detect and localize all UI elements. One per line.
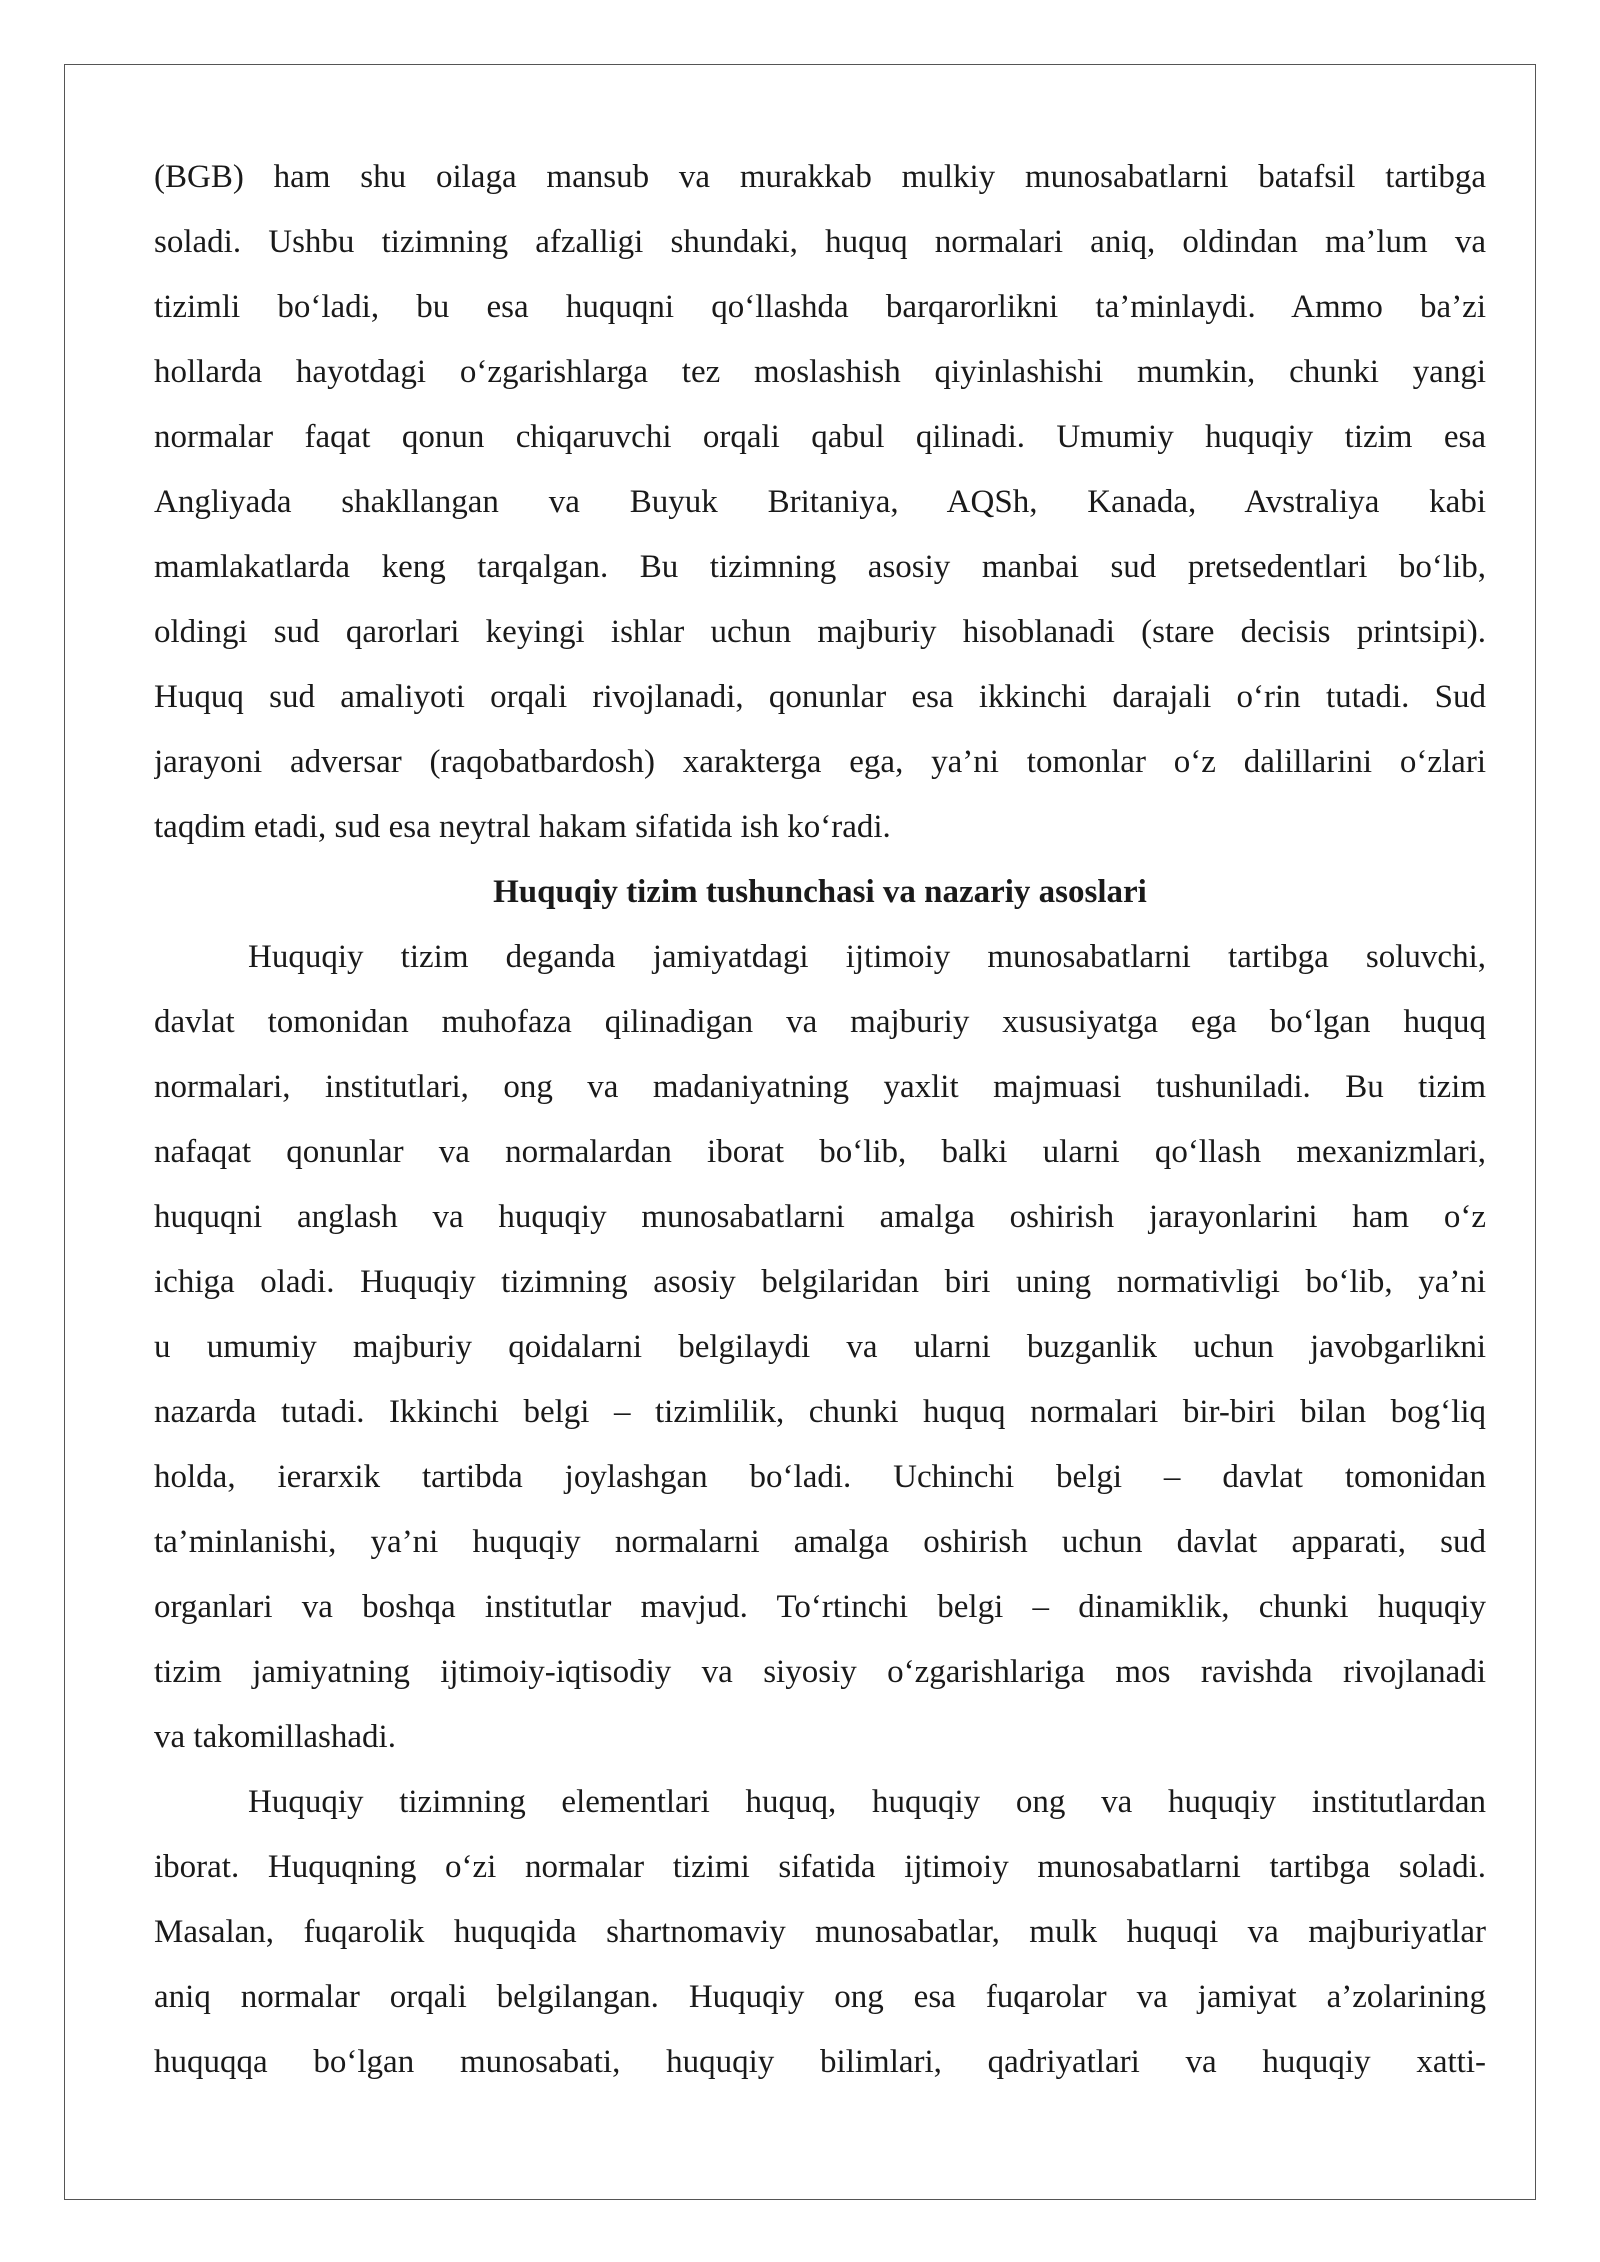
text-line: normalar faqat qonun chiqaruvchi orqali qabul qilinadi. Umumiy huquqiy tizim esa [154,419,1486,455]
text-line: iborat. Huquqning o‘zi normalar tizimi sifatida ijtimoiy munosabatlarni tartibga soladi. [154,1849,1486,1885]
text-line: va takomillashadi. [154,1719,396,1755]
text-line: jarayoni adversar (raqobatbardosh) xarakterga ega, ya’ni tomonlar o‘z dalillarini o‘zlari [154,744,1486,780]
text-line: Masalan, fuqarolik huquqida shartnomaviy munosabatlar, mulk huquqi va majburiyatlar [154,1914,1486,1950]
paragraph-legal-systems-comparison [154,145,1486,860]
text-line: oldingi sud qarorlari keyingi ishlar uchun majburiy hisoblanadi (stare decisis printsipi). [154,614,1486,650]
text-line: Angliyada shakllangan va Buyuk Britaniya, AQSh, Kanada, Avstraliya kabi [154,484,1486,520]
text-line: ichiga oladi. Huquqiy tizimning asosiy belgilaridan biri uning normativligi bo‘lib, ya’ni [154,1264,1486,1300]
text-line: normalari, institutlari, ong va madaniyatning yaxlit majmuasi tushuniladi. Bu tizim [154,1069,1486,1105]
text-line: u umumiy majburiy qoidalarni belgilaydi va ularni buzganlik uchun javobgarlikni [154,1329,1486,1365]
text-line: nazarda tutadi. Ikkinchi belgi – tizimlilik, chunki huquq normalari bir-biri bilan bog‘liq [154,1394,1486,1430]
text-line: nafaqat qonunlar va normalardan iborat bo‘lib, balki ularni qo‘llash mexanizmlari, [154,1134,1486,1170]
section-heading: Huquqiy tizim tushunchasi va nazariy asoslari [493,874,1147,910]
text-line: huquqqa bo‘lgan munosabati, huquqiy bilimlari, qadriyatlari va huquqiy xatti- [154,2044,1486,2080]
text-line: tizim jamiyatning ijtimoiy-iqtisodiy va siyosiy o‘zgarishlariga mos ravishda rivojlanadi [154,1654,1486,1690]
paragraph-legal-system-elements [154,1770,1486,2095]
text-line: taqdim etadi, sud esa neytral hakam sifatida ish ko‘radi. [154,809,891,845]
text-line: ta’minlanishi, ya’ni huquqiy normalarni amalga oshirish uchun davlat apparati, sud [154,1524,1486,1560]
text-line: tizimli bo‘ladi, bu esa huquqni qo‘llashda barqarorlikni ta’minlaydi. Ammo ba’zi [154,289,1486,325]
text-line: davlat tomonidan muhofaza qilinadigan va majburiy xususiyatga ega bo‘lgan huquq [154,1004,1486,1040]
text-line: Huquq sud amaliyoti orqali rivojlanadi, qonunlar esa ikkinchi darajali o‘rin tutadi. Sud [154,679,1486,715]
text-line: holda, ierarxik tartibda joylashgan bo‘ladi. Uchinchi belgi – davlat tomonidan [154,1459,1486,1495]
text-line: mamlakatlarda keng tarqalgan. Bu tizimning asosiy manbai sud pretsedentlari bo‘lib, [154,549,1486,585]
text-line: organlari va boshqa institutlar mavjud. To‘rtinchi belgi – dinamiklik, chunki huquqiy [154,1589,1486,1625]
text-line: soladi. Ushbu tizimning afzalligi shundaki, huquq normalari aniq, oldindan ma’lum va [154,224,1486,260]
text-line: huquqni anglash va huquqiy munosabatlarni amalga oshirish jarayonlarini ham o‘z [154,1199,1486,1235]
document-body [154,145,1486,2095]
text-line: aniq normalar orqali belgilangan. Huquqiy ong esa fuqarolar va jamiyat a’zolarining [154,1979,1486,2015]
text-line: hollarda hayotdagi o‘zgarishlarga tez moslashish qiyinlashishi mumkin, chunki yangi [154,354,1486,390]
text-line: Huquqiy tizimning elementlari huquq, huquqiy ong va huquqiy institutlardan [248,1784,1486,1820]
text-line: Huquqiy tizim deganda jamiyatdagi ijtimoiy munosabatlarni tartibga soluvchi, [248,939,1486,975]
paragraph-legal-system-definition [154,925,1486,1770]
text-line: (BGB) ham shu oilaga mansub va murakkab mulkiy munosabatlarni batafsil tartibga [154,159,1486,195]
